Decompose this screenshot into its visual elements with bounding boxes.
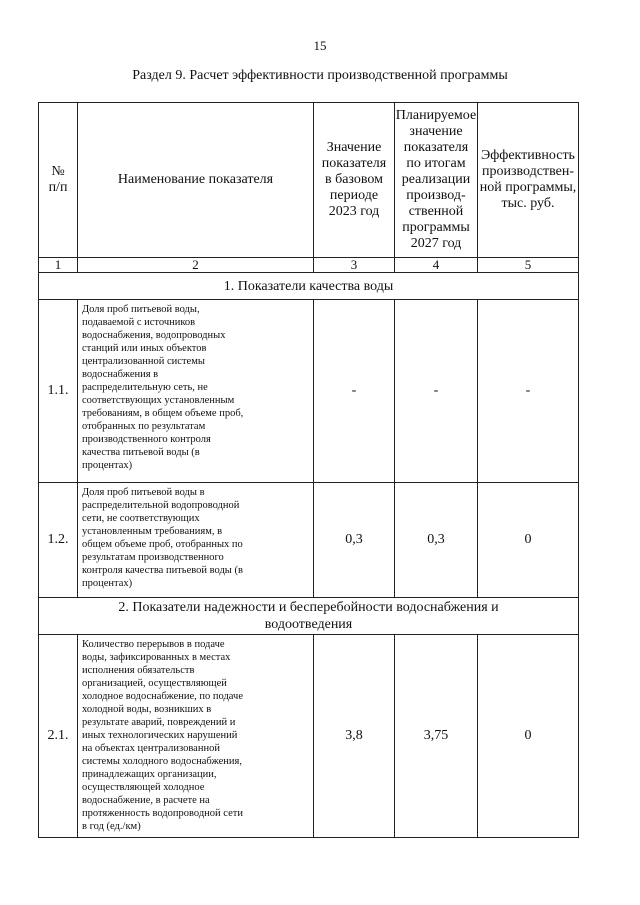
- column-number: 4: [395, 258, 478, 273]
- row-indicator-name: Количество перерывов в подаче воды, зафиксированных в местах исполнения обязательств организацией, осуществляющей холодное водоснабжение, по подаче холодной воды, возникших в результате аварий, повреждений и иных технологических нарушений на объектах централизованной системы холодного водоснабжения, принадлежащих организации, осуществляющей холодное водоснабжение, в расчете на протяженность водопроводной сети в год (ед./км): [78, 635, 314, 838]
- row-planned-value: 3,75: [395, 635, 478, 838]
- row-indicator-name: Доля проб питьевой воды в распределительной водопроводной сети, не соответствующих установленным требованиям, в общем объеме проб, отобранных по результатам производственного контроля качества питьевой воды (в процентах): [78, 483, 314, 598]
- column-number: 1: [39, 258, 78, 273]
- header-planned-value: Планируемое значение показателя по итогам реализации производ- ственной программы 2027 год: [395, 103, 478, 258]
- column-number: 2: [78, 258, 314, 273]
- section-row: [39, 273, 579, 300]
- column-number: 3: [314, 258, 395, 273]
- row-indicator-name: Доля проб питьевой воды, подаваемой с источников водоснабжения, водопроводных станций или иных объектов централизованной системы водоснабжения в распределительную сеть, не соответствующих установленным требованиям, в общем объеме проб, отобранных по результатам производственного контроля качества питьевой воды (в процентах): [78, 300, 314, 483]
- row-number: 1.1.: [39, 300, 78, 483]
- row-planned-value: 0,3: [395, 483, 478, 598]
- row-base-value: 0,3: [314, 483, 395, 598]
- header-base-value: Значение показателя в базовом периоде 2023 год: [314, 103, 395, 258]
- section-row: [39, 598, 579, 635]
- table-row: [39, 483, 579, 598]
- row-planned-value: -: [395, 300, 478, 483]
- row-efficiency-value: 0: [478, 635, 579, 838]
- row-base-value: -: [314, 300, 395, 483]
- header-number: № п/п: [39, 103, 78, 258]
- row-efficiency-value: -: [478, 300, 579, 483]
- row-efficiency-value: 0: [478, 483, 579, 598]
- section-title-quality: 1. Показатели качества воды: [39, 273, 579, 300]
- row-number: 2.1.: [39, 635, 78, 838]
- row-base-value: 3,8: [314, 635, 395, 838]
- section-title-reliability: 2. Показатели надежности и бесперебойности водоснабжения и водоотведения: [39, 598, 579, 635]
- header-indicator-name: Наименование показателя: [78, 103, 314, 258]
- efficiency-table: [38, 102, 579, 838]
- column-number: 5: [478, 258, 579, 273]
- row-number: 1.2.: [39, 483, 78, 598]
- table-row: [39, 300, 579, 483]
- column-numbers-row: [39, 258, 579, 273]
- table-header-row: [39, 103, 579, 258]
- section-title: Раздел 9. Расчет эффективности производственной программы: [132, 68, 508, 83]
- header-efficiency: Эффективность производствен- ной программы, тыс. руб.: [478, 103, 579, 258]
- page-number: 15: [313, 38, 327, 53]
- table-row: [39, 635, 579, 838]
